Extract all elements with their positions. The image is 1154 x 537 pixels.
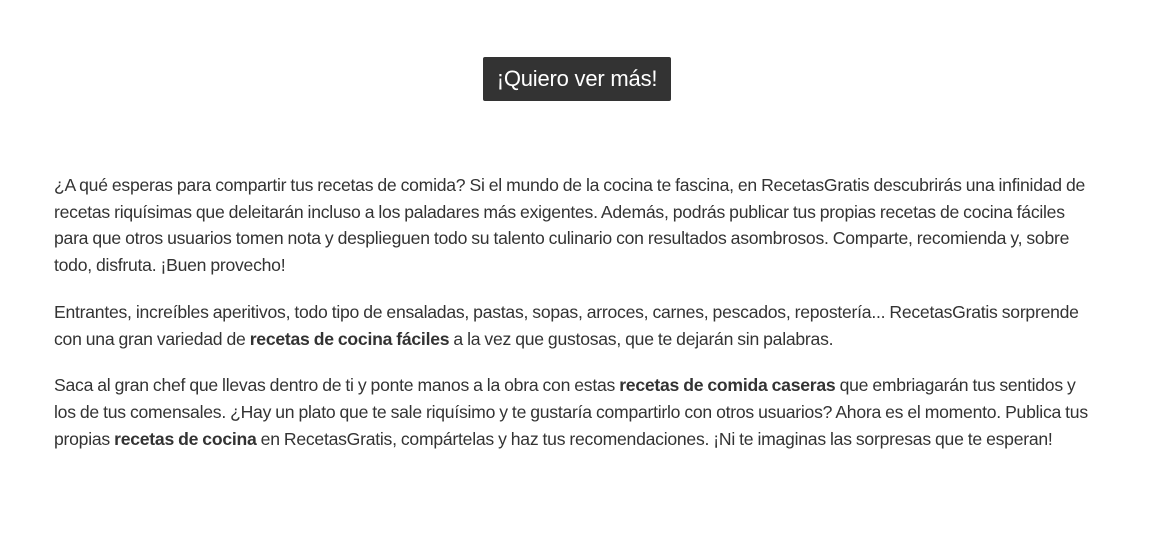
- cta-container: [0, 57, 1154, 101]
- keyword-recetas-de-cocina: recetas de cocina: [114, 428, 257, 449]
- paragraph-2-text-end: a la vez que gustosas, que te dejarán sin palabras.: [449, 328, 834, 349]
- paragraph-3-text-start: Saca al gran chef que llevas dentro de ti y ponte manos a la obra con estas: [54, 375, 620, 396]
- keyword-recetas-de-comida-caseras: recetas de comida caseras: [619, 375, 836, 396]
- intro-paragraph-1: ¿A qué esperas para compartir tus recetas de comida? Si el mundo de la cocina te fascina, en RecetasGratis descubrirás una infinidad de recetas riquísimas que deleitarán incluso a los paladares más exigentes. Además, podrás publicar tus propias recetas de cocina fáciles para que otros usuarios tomen nota y desplieguen todo su talento culinario con resultados asombrosos. Comparte, recomienda y, sobre todo, disfruta. ¡Buen provecho!: [54, 175, 1086, 276]
- intro-paragraph-2: [54, 299, 1100, 352]
- paragraph-3-text-middle: que embriagarán tus sentidos y los de tus comensales. ¿Hay un plato que te sale riquísimo y te gustaría compartirlo con otros usuarios? Ahora es el momento. Publica tus propias: [54, 375, 1088, 449]
- intro-paragraph-3: [54, 372, 1100, 452]
- see-more-button[interactable]: ¡Quiero ver más!: [483, 57, 672, 101]
- intro-text: [54, 172, 1100, 472]
- paragraph-2-text-start: Entrantes, increíbles aperitivos, todo tipo de ensaladas, pastas, sopas, arroces, carnes, pescados, repostería... RecetasGratis sorprende con una gran variedad de: [54, 301, 1079, 349]
- paragraph-3-text-end: en RecetasGratis, compártelas y haz tus recomendaciones. ¡Ni te imaginas las sorpresas que te esperan!: [256, 428, 1053, 449]
- keyword-recetas-de-cocina-faciles: recetas de cocina fáciles: [249, 328, 450, 349]
